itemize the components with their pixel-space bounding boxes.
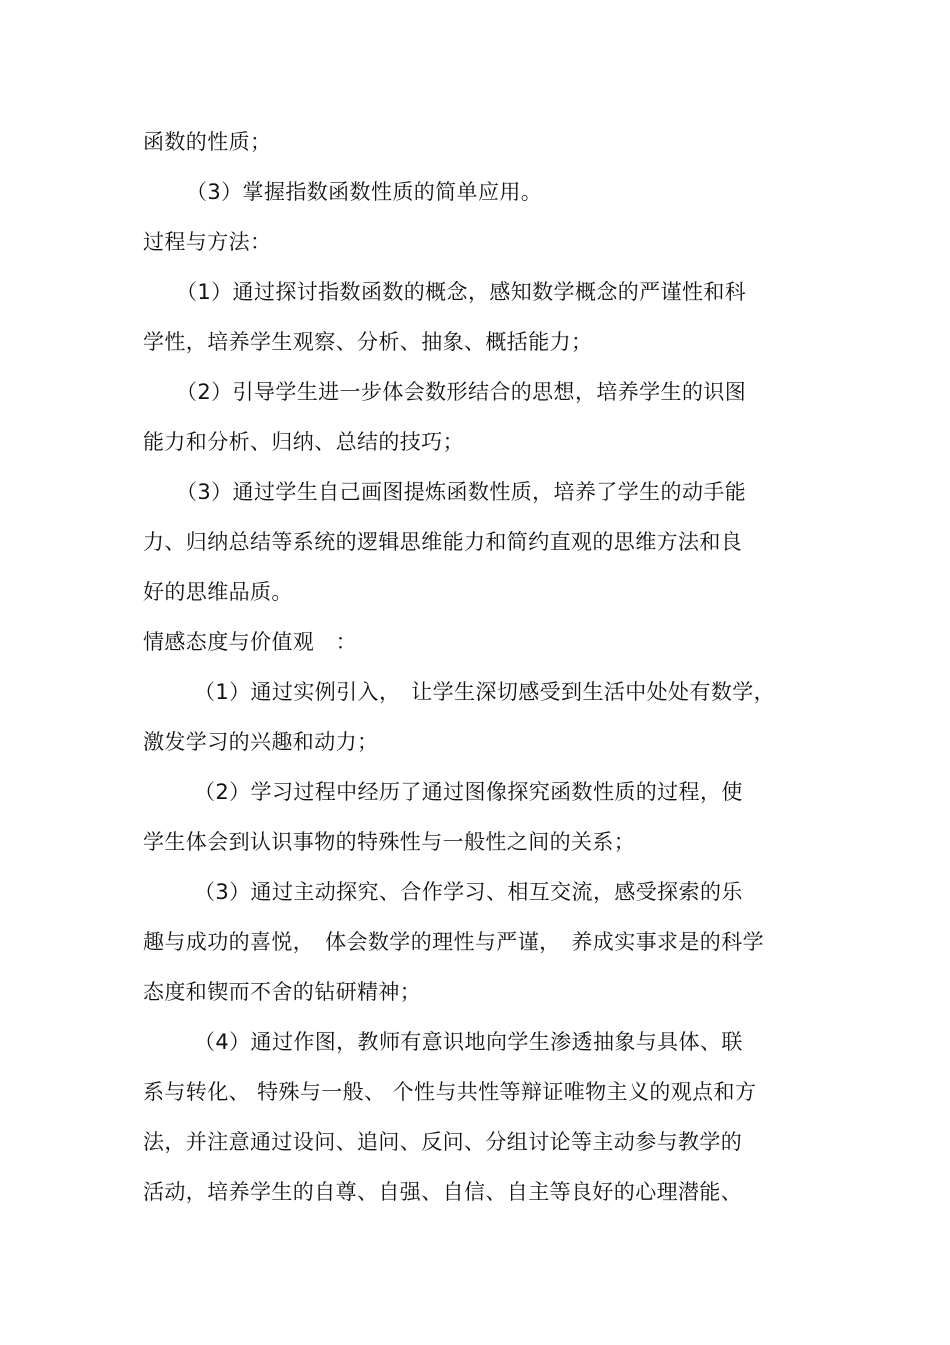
text-line: （2）学习过程中经历了通过图像探究函数性质的过程，使 — [194, 780, 743, 804]
section-heading: 情感态度与价值观 ： — [143, 630, 357, 654]
text-line: 学生体会到认识事物的特殊性与一般性之间的关系； — [143, 830, 636, 854]
text-line: 学性，培养学生观察、分析、抽象、概括能力； — [143, 330, 593, 354]
text-line: 活动，培养学生的自尊、自强、自信、自主等良好的心理潜能、 — [143, 1180, 743, 1204]
text-line: 能力和分析、归纳、总结的技巧； — [143, 430, 464, 454]
text-line: 法，并注意通过设问、追问、反问、分组讨论等主动参与教学的 — [143, 1130, 743, 1154]
text-line: 力、归纳总结等系统的逻辑思维能力和简约直观的思维方法和良 — [143, 530, 743, 554]
text-line: （3）通过学生自己画图提炼函数性质，培养了学生的动手能 — [176, 480, 747, 504]
text-line: 系与转化、 特殊与一般、 个性与共性等辩证唯物主义的观点和方 — [143, 1080, 757, 1104]
text-line: （1）通过探讨指数函数的概念，感知数学概念的严谨性和科 — [176, 280, 747, 304]
text-line: 好的思维品质。 — [143, 580, 293, 604]
text-line: 趣与成功的喜悦， 体会数学的理性与严谨， 养成实事求是的科学 — [143, 930, 764, 954]
text-line: （1）通过实例引入， 让学生深切感受到生活中处处有数学， — [194, 680, 776, 704]
text-line: （3）通过主动探究、合作学习、相互交流，感受探索的乐 — [194, 880, 743, 904]
section-heading: 过程与方法： — [143, 230, 272, 254]
text-line: 函数的性质； — [143, 130, 272, 154]
text-line: 态度和锲而不舍的钻研精神； — [143, 980, 422, 1004]
text-line: 激发学习的兴趣和动力； — [143, 730, 379, 754]
text-line: （4）通过作图，教师有意识地向学生渗透抽象与具体、联 — [194, 1030, 743, 1054]
text-line: （3）掌握指数函数性质的简单应用。 — [186, 180, 543, 204]
text-line: （2）引导学生进一步体会数形结合的思想，培养学生的识图 — [176, 380, 747, 404]
